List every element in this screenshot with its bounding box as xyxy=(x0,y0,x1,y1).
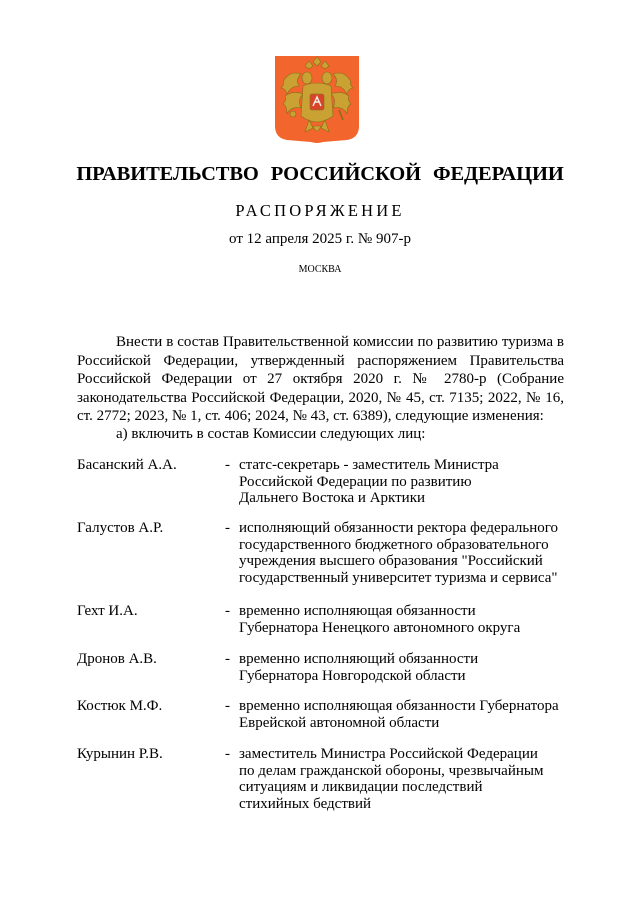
role-line: ситуациям и ликвидации последствий xyxy=(239,779,483,795)
intro-paragraph: Внести в состав Правительственной комиссии по развитию туризма в Российской Федерации, утвержденный распоряжением Правительства Российской Федерации от 27 октября 2020 г. № 2780-р (Собрание законодательства Российской Федерации, 2020, № 45, ст. 7135; 2022, № 16, ст. 2772; 2023, № 1, ст. 406; 2024, № 43, ст. 6389), следующие изменения: xyxy=(77,334,564,424)
member-name: Гехт И.А. xyxy=(77,603,138,619)
government-title: ПРАВИТЕЛЬСТВО РОССИЙСКОЙ ФЕДЕРАЦИИ xyxy=(76,163,564,185)
role-line: учреждения высшего образования "Российский xyxy=(239,553,543,569)
document-place: МОСКВА xyxy=(298,264,342,275)
member-name: Басанский А.А. xyxy=(77,457,177,473)
document-date-number: от 12 апреля 2025 г. № 907-р xyxy=(229,231,411,247)
member-name: Костюк М.Ф. xyxy=(77,698,163,714)
member-role xyxy=(239,603,579,636)
member-name: Курынин Р.В. xyxy=(77,746,163,762)
role-line: стихийных бедствий xyxy=(239,795,372,812)
item-a-paragraph: а) включить в состав Комиссии следующих лиц: xyxy=(116,426,426,442)
role-line: государственный университет туризма и сервиса" xyxy=(239,569,558,586)
document-type: РАСПОРЯЖЕНИЕ xyxy=(235,201,405,220)
coat-of-arms-icon xyxy=(275,56,359,144)
role-line: по делам гражданской обороны, чрезвычайным xyxy=(239,762,544,779)
member-role xyxy=(239,457,579,507)
role-line: Дальнего Востока и Арктики xyxy=(239,490,426,506)
member-dash: - xyxy=(225,520,230,536)
role-line: Губернатора Ненецкого автономного округа xyxy=(239,619,521,636)
role-line: статс-секретарь - заместитель Министра xyxy=(239,457,499,473)
member-name: Галустов А.Р. xyxy=(77,520,164,536)
member-dash: - xyxy=(225,698,230,714)
role-line: временно исполняющий обязанности xyxy=(239,651,479,667)
role-line: исполняющий обязанности ректора федерального xyxy=(239,520,559,536)
member-role xyxy=(239,746,579,812)
member-dash: - xyxy=(225,651,230,667)
role-line: государственного бюджетного образовательного xyxy=(239,536,549,553)
role-line: Российской Федерации по развитию xyxy=(239,473,472,490)
member-dash: - xyxy=(225,746,230,762)
member-name: Дронов А.В. xyxy=(77,651,157,667)
member-dash: - xyxy=(225,457,230,473)
role-line: Губернатора Новгородской области xyxy=(239,667,466,684)
member-role xyxy=(239,520,579,586)
member-role xyxy=(239,698,579,731)
role-line: заместитель Министра Российской Федерации xyxy=(239,746,538,762)
role-line: временно исполняющая обязанности Губернатора xyxy=(239,698,559,714)
role-line: временно исполняющая обязанности xyxy=(239,603,476,619)
member-role xyxy=(239,651,579,684)
role-line: Еврейской автономной области xyxy=(239,714,440,731)
member-dash: - xyxy=(225,603,230,619)
